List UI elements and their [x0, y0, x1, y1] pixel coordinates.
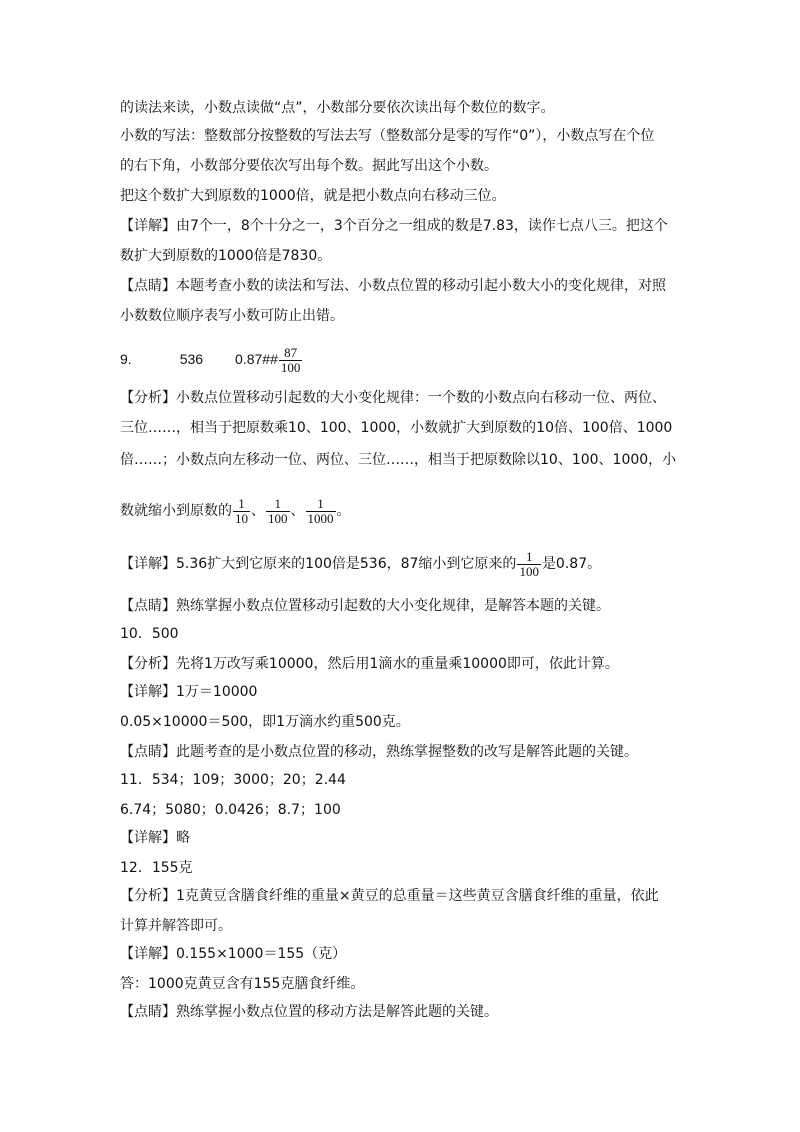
- q9-fraction: $\frac{87}{100}$: [280, 344, 301, 375]
- q10-point: 【点睛】此题考查的是小数点位置的移动，熟练掌握整数的改写是解答此题的关键。: [120, 744, 638, 760]
- q9-analysis: 倍……；小数点向左移动一位、两位、三位……，相当于把原数除以10、100、1000，小: [120, 452, 677, 468]
- q12-analysis: 计算并解答即可。: [120, 918, 232, 934]
- q11-detail: 【详解】略: [120, 830, 190, 846]
- q12-point: 【点睛】熟练掌握小数点位置的移动方法是解答此题的关键。: [120, 1004, 498, 1020]
- q10-calc: 0.05×10000＝500，即1万滴水约重500克。: [120, 714, 410, 730]
- q9-number: 9.: [120, 351, 132, 367]
- text-line: 的读法来读，小数点读做“点”，小数部分要依次读出每个数位的数字。: [120, 100, 555, 116]
- fraction-1-10: $\frac{1}{10}$: [235, 495, 248, 526]
- q9-answer-line: [120, 344, 303, 375]
- q12-title: 12．155克: [120, 860, 193, 876]
- q9-answer-2: 0.87##: [235, 351, 278, 367]
- q9-analysis: 三位……，相当于把原数乘10、100、1000，小数就扩大到原数的10倍、100倍、1000: [120, 420, 673, 436]
- q11-line2: 6.74；5080；0.0426；8.7；100: [120, 802, 341, 818]
- q12-analysis: 【分析】1克黄豆含膳食纤维的重量×黄豆的总重量＝这些黄豆含膳食纤维的重量，依此: [120, 888, 659, 904]
- fraction-1-100-detail: $\frac{1}{100}$: [519, 548, 539, 579]
- q10-analysis: 【分析】先将1万改写乘10000，然后用1滴水的重量乘10000即可，依此计算。: [120, 656, 619, 672]
- text-line: 小数数位顺序表写小数可防止出错。: [120, 308, 344, 324]
- fraction-1-100: $\frac{1}{100}$: [268, 495, 288, 526]
- text-line: 的右下角，小数部分要依次写出每个数。据此写出这个小数。: [120, 158, 498, 174]
- text-line: 【点睛】本题考查小数的读法和写法、小数点位置的移动引起小数大小的变化规律，对照: [120, 278, 666, 294]
- fraction-1-1000: $\frac{1}{1000}$: [307, 495, 334, 526]
- q10-detail: 【详解】1万＝10000: [120, 684, 258, 700]
- text-line: 数扩大到原数的1000倍是7830。: [120, 248, 332, 264]
- q12-detail: 【详解】0.155×1000＝155（克）: [120, 946, 347, 962]
- q9-analysis-fractions: 数就缩小到原数的 $\frac{1}{10}$ 、 $\frac{1}{100}$ 、 $\frac{1}{1000}$ 。: [120, 495, 351, 526]
- text-line: 【详解】由7个一，8个十分之一，3个百分之一组成的数是7.83，读作七点八三。把这个: [120, 218, 668, 234]
- q12-answer: 答：1000克黄豆含有155克膳食纤维。: [120, 976, 365, 992]
- q11-title: 11．534；109；3000；20；2.44: [120, 772, 346, 788]
- q9-answer-1: 536: [179, 351, 204, 367]
- text-line: 小数的写法：整数部分按整数的写法去写（整数部分是零的写作“0”），小数点写在个位: [120, 128, 655, 144]
- q9-detail: 【详解】5.36扩大到它原来的100倍是536，87缩小到它原来的 $\frac{1}{100}$ 是0.87。: [120, 548, 602, 579]
- q9-point: 【点睛】熟练掌握小数点位置移动引起数的大小变化规律，是解答本题的关键。: [120, 598, 610, 614]
- q10-title: 10．500: [120, 626, 179, 642]
- q9-analysis: 【分析】小数点位置移动引起数的大小变化规律：一个数的小数点向右移动一位、两位、: [120, 390, 666, 406]
- text-line: 把这个数扩大到原数的1000倍，就是把小数点向右移动三位。: [120, 188, 506, 204]
